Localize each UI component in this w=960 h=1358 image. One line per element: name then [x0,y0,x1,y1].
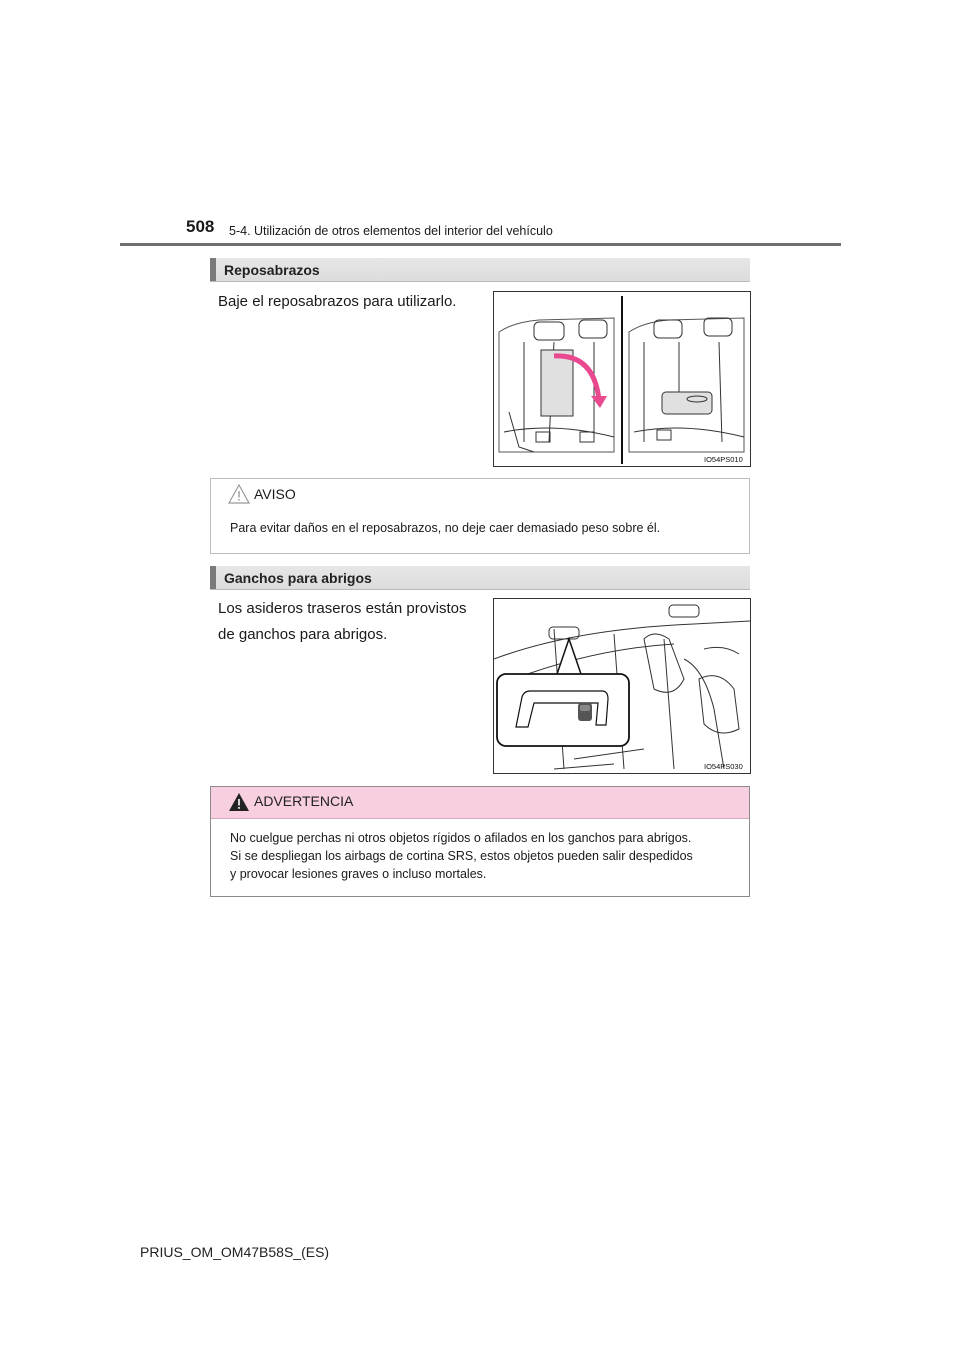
heading-accent [210,566,216,589]
notice-box [210,478,750,554]
page-number: 508 [186,217,215,236]
coat-hooks-heading-bar [210,566,750,590]
warning-text-line-2: Si se despliegan los airbags de cortina SRS, estos objetos pueden salir despedidos [230,849,693,863]
armrest-heading-bar [210,258,750,282]
armrest-heading: Reposabrazos [224,262,320,278]
armrest-figure-code: IO54PS010 [704,455,743,464]
notice-text: Para evitar daños en el reposabrazos, no deje caer demasiado peso sobre él. [230,521,661,535]
warning-label: ADVERTENCIA [254,793,354,809]
coat-hooks-text-line-1: Los asideros traseros están provistos [218,600,467,617]
coat-hooks-figure-code: IO54PS030 [704,762,743,771]
caution-icon [228,484,250,504]
warning-text [211,819,749,883]
notice-label: AVISO [254,486,296,502]
notice-header [211,479,749,510]
warning-icon [228,792,250,812]
heading-accent [210,258,216,281]
document-code: PRIUS_OM_OM47B58S_(ES) [140,1244,330,1260]
coat-hooks-heading: Ganchos para abrigos [224,570,372,586]
warning-text-line-1: No cuelgue perchas ni otros objetos rígidos o afilados en los ganchos para abrigos. [230,831,692,845]
warning-box [210,786,750,897]
warning-header [211,787,749,819]
coat-hook-drawing [494,599,750,773]
header-divider [120,243,841,246]
armrest-drawing [494,292,750,466]
warning-text-line-3: y provocar lesiones graves o incluso mortales. [230,867,487,881]
armrest-instruction: Baje el reposabrazos para utilizarlo. [218,293,457,310]
armrest-illustration [493,291,751,467]
section-title: 5-4. Utilización de otros elementos del interior del vehículo [229,224,553,238]
coat-hooks-illustration [493,598,751,774]
coat-hooks-text-line-2: de ganchos para abrigos. [218,626,388,643]
